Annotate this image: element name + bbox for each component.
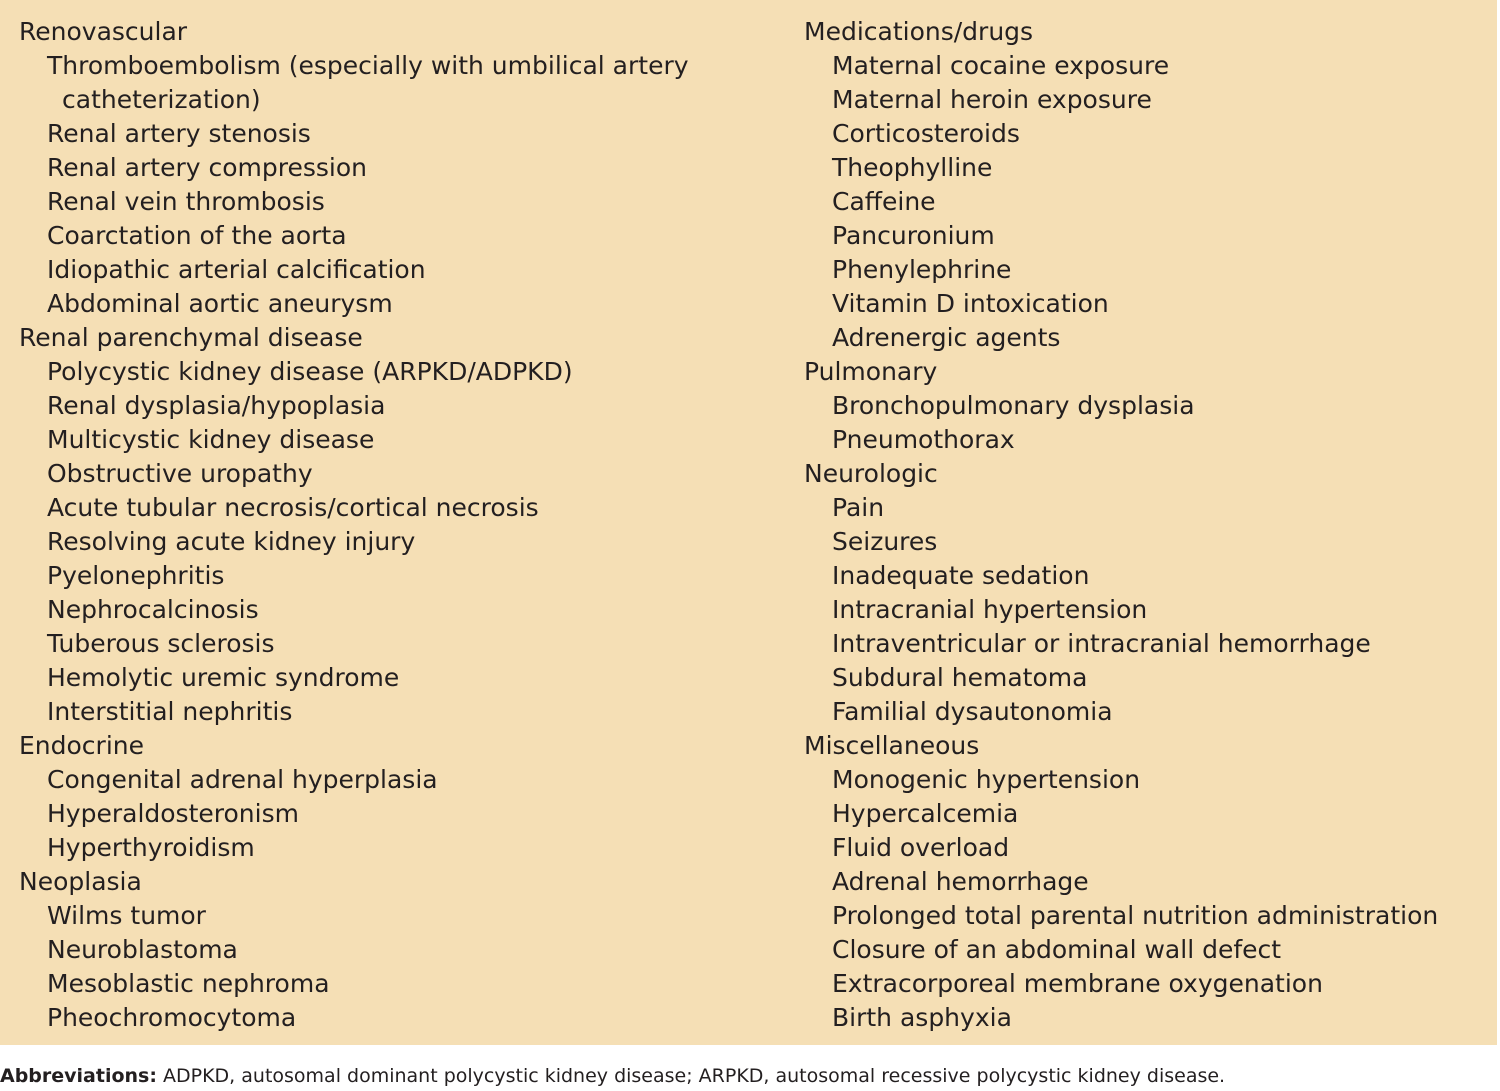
list-item: Obstructive uropathy <box>47 459 313 488</box>
list-item: Wilms tumor <box>47 901 206 930</box>
list-item: Birth asphyxia <box>832 1003 1012 1032</box>
list-item: Caffeine <box>832 187 936 216</box>
category-heading: Neurologic <box>804 459 938 488</box>
list-item: Hyperaldosteronism <box>47 799 299 828</box>
list-item: Fluid overload <box>832 833 1010 862</box>
left-column <box>19 15 779 1035</box>
category-medications-drugs <box>804 15 1494 355</box>
abbreviations-footnote <box>0 1064 1225 1088</box>
list-item: Monogenic hypertension <box>832 765 1141 794</box>
list-item: Polycystic kidney disease (ARPKD/ADPKD) <box>47 357 573 386</box>
list-item: Seizures <box>832 527 938 556</box>
list-item: Renal vein thrombosis <box>47 187 325 216</box>
list-item: Adrenergic agents <box>832 323 1061 352</box>
category-heading: Medications/drugs <box>804 17 1034 46</box>
list-item: Resolving acute kidney injury <box>47 527 416 556</box>
category-renal-parenchymal-disease <box>19 321 779 729</box>
list-item: Pheochromocytoma <box>47 1003 297 1032</box>
list-item: Intracranial hypertension <box>832 595 1148 624</box>
category-heading: Miscellaneous <box>804 731 980 760</box>
category-pulmonary <box>804 355 1494 457</box>
list-item: Hyperthyroidism <box>47 833 255 862</box>
list-item: Interstitial nephritis <box>47 697 293 726</box>
list-item: Nephrocalcinosis <box>47 595 259 624</box>
list-item: Bronchopulmonary dysplasia <box>832 391 1195 420</box>
category-neurologic <box>804 457 1494 729</box>
list-item: Hypercalcemia <box>832 799 1019 828</box>
list-item: Maternal cocaine exposure <box>832 51 1170 80</box>
list-item: Pyelonephritis <box>47 561 225 590</box>
category-miscellaneous <box>804 729 1494 1035</box>
list-item: Coarctation of the aorta <box>47 221 347 250</box>
list-item: Congenital adrenal hyperplasia <box>47 765 438 794</box>
list-item: Pancuronium <box>832 221 995 250</box>
list-item: Neuroblastoma <box>47 935 238 964</box>
list-item: Intraventricular or intracranial hemorrhage <box>832 629 1371 658</box>
list-item: Subdural hematoma <box>832 663 1088 692</box>
list-item: Acute tubular necrosis/cortical necrosis <box>47 493 539 522</box>
category-heading: Pulmonary <box>804 357 938 386</box>
list-item: Mesoblastic nephroma <box>47 969 330 998</box>
list-item: Renal dysplasia/hypoplasia <box>47 391 386 420</box>
list-item: Multicystic kidney disease <box>47 425 375 454</box>
category-neoplasia <box>19 865 779 1035</box>
category-endocrine <box>19 729 779 865</box>
list-item: Tuberous sclerosis <box>47 629 275 658</box>
list-item: Adrenal hemorrhage <box>832 867 1089 896</box>
list-item: Inadequate sedation <box>832 561 1090 590</box>
list-item: Closure of an abdominal wall defect <box>832 935 1282 964</box>
category-heading: Neoplasia <box>19 867 142 896</box>
list-item: Extracorporeal membrane oxygenation <box>832 969 1323 998</box>
list-item: Phenylephrine <box>832 255 1012 284</box>
list-item: Hemolytic uremic syndrome <box>47 663 400 692</box>
category-renovascular <box>19 15 779 321</box>
footnote-label: Abbreviations: <box>0 1065 157 1087</box>
list-item: Prolonged total parental nutrition administration <box>832 901 1439 930</box>
list-item: Maternal heroin exposure <box>832 85 1152 114</box>
list-item: Pneumothorax <box>832 425 1015 454</box>
category-heading: Endocrine <box>19 731 144 760</box>
category-heading: Renovascular <box>19 17 188 46</box>
list-item: Vitamin D intoxication <box>832 289 1109 318</box>
list-item: Theophylline <box>832 153 993 182</box>
list-item: Thromboembolism (especially with umbilical artery catheterization) <box>47 51 689 114</box>
list-item: Abdominal aortic aneurysm <box>47 289 393 318</box>
list-item: Renal artery stenosis <box>47 119 311 148</box>
list-item: Pain <box>832 493 885 522</box>
list-item: Familial dysautonomia <box>832 697 1113 726</box>
list-item: Idiopathic arterial calcification <box>47 255 426 284</box>
list-item: Renal artery compression <box>47 153 367 182</box>
footnote-text: ADPKD, autosomal dominant polycystic kidney disease; ARPKD, autosomal recessive polycystic kidney disease. <box>156 1065 1226 1087</box>
right-column <box>804 15 1494 1035</box>
list-item: Corticosteroids <box>832 119 1020 148</box>
category-heading: Renal parenchymal disease <box>19 323 363 352</box>
